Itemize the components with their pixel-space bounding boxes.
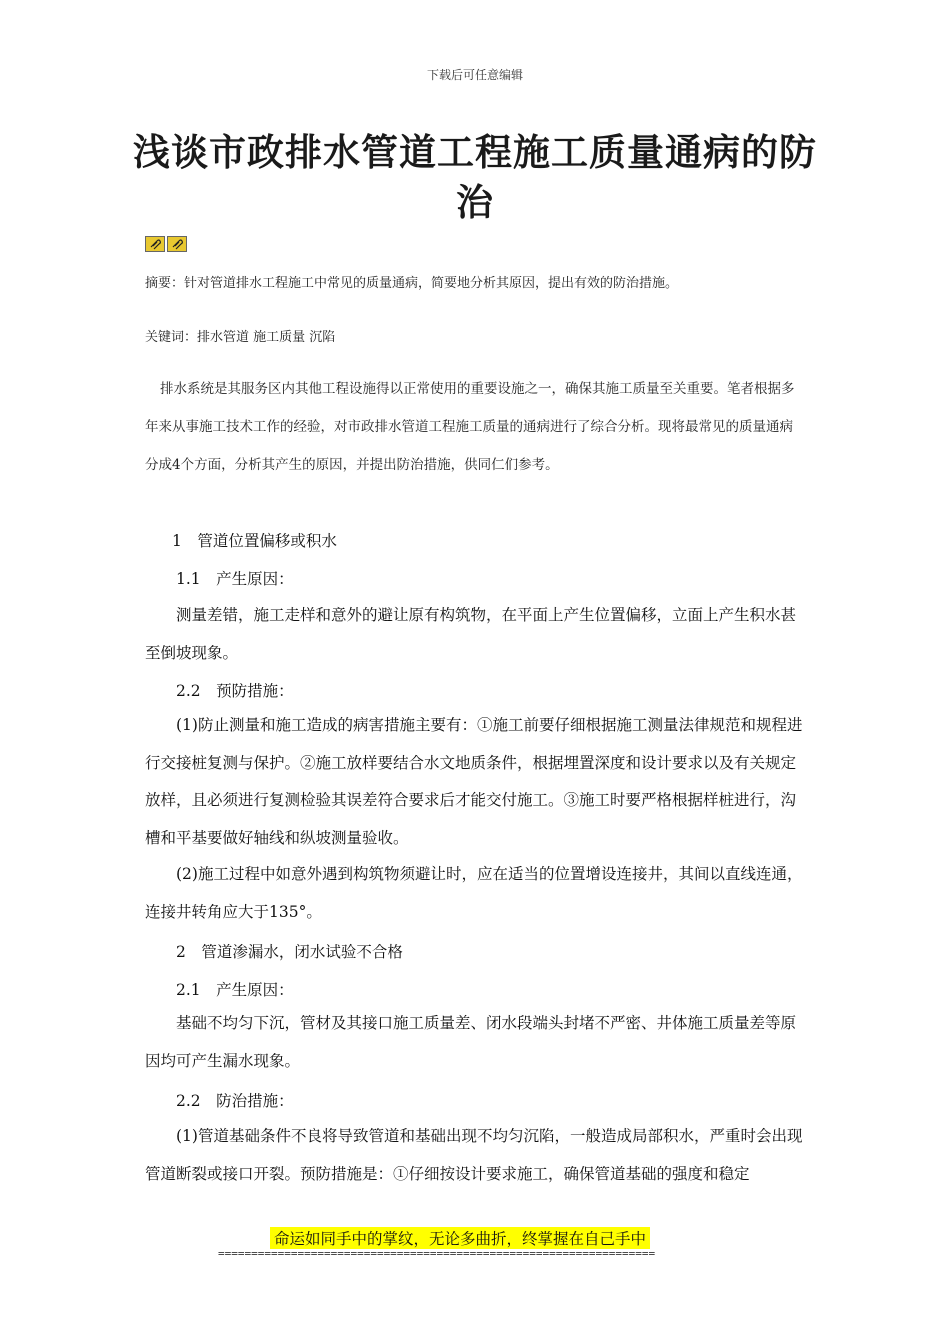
- section-1-heading: 1 管道位置偏移或积水: [172, 532, 337, 550]
- footer-motto: 命运如同手中的掌纹，无论多曲折，终掌握在自己手中: [270, 1227, 650, 1249]
- header-note: 下载后可任意编辑: [426, 68, 523, 82]
- section-1-2-paragraph-1: (1)防止测量和施工造成的病害措施主要有：①施工前要仔细根据施工测量法律规范和规程进行交接桩复测与保护。②施工放样要结合水文地质条件，根据埋置深度和设计要求以及有关规定放样，且必须进行复测检验其误差符合要求后才能交付施工。③施工时要严格根据样桩进行，沟槽和平基要做好轴线和纵坡测量验收。: [145, 716, 803, 847]
- section-2-2-heading: 2.2 防治措施：: [176, 1092, 294, 1110]
- section-1-2-heading: 2.2 预防措施：: [176, 682, 294, 700]
- section-2-1-heading: 2.1 产生原因：: [176, 981, 294, 999]
- attachment-icon[interactable]: [145, 236, 165, 252]
- section-1-1-heading: 1.1 产生原因：: [176, 570, 294, 588]
- document-title: 浅谈市政排水管道工程施工质量通病的防治: [133, 131, 817, 224]
- keywords-text: 关键词：排水管道 施工质量 沉陷: [145, 330, 336, 345]
- section-2-1-paragraph: 基础不均匀下沉，管材及其接口施工质量差、闭水段端头封堵不严密、井体施工质量差等原因均可产生漏水现象。: [145, 1014, 797, 1070]
- attachment-icon[interactable]: [167, 236, 187, 252]
- abstract-text: 摘要：针对管道排水工程施工中常见的质量通病，简要地分析其原因，提出有效的防治措施。: [145, 276, 679, 291]
- footer-rule: ==================================================================: [218, 1247, 656, 1260]
- section-2-2-paragraph: (1)管道基础条件不良将导致管道和基础出现不均匀沉陷，一般造成局部积水，严重时会出现管道断裂或接口开裂。预防措施是：①仔细按设计要求施工，确保管道基础的强度和稳定: [145, 1127, 803, 1183]
- section-2-heading: 2 管道渗漏水，闭水试验不合格: [176, 943, 403, 961]
- section-1-2-paragraph-2: (2)施工过程中如意外遇到构筑物须避让时，应在适当的位置增设连接井，其间以直线连通，连接井转角应大于135°。: [145, 865, 803, 921]
- attachment-icons: [145, 236, 187, 252]
- intro-paragraph: 排水系统是其服务区内其他工程设施得以正常使用的重要设施之一，确保其施工质量至关重要。笔者根据多年来从事施工技术工作的经验，对市政排水管道工程施工质量的通病进行了综合分析。现将最常见的质量通病分成4个方面，分析其产生的原因，并提出防治措施，供同仁们参考。: [145, 381, 795, 473]
- section-1-1-paragraph: 测量差错，施工走样和意外的避让原有构筑物，在平面上产生位置偏移，立面上产生积水甚至倒坡现象。: [145, 606, 797, 662]
